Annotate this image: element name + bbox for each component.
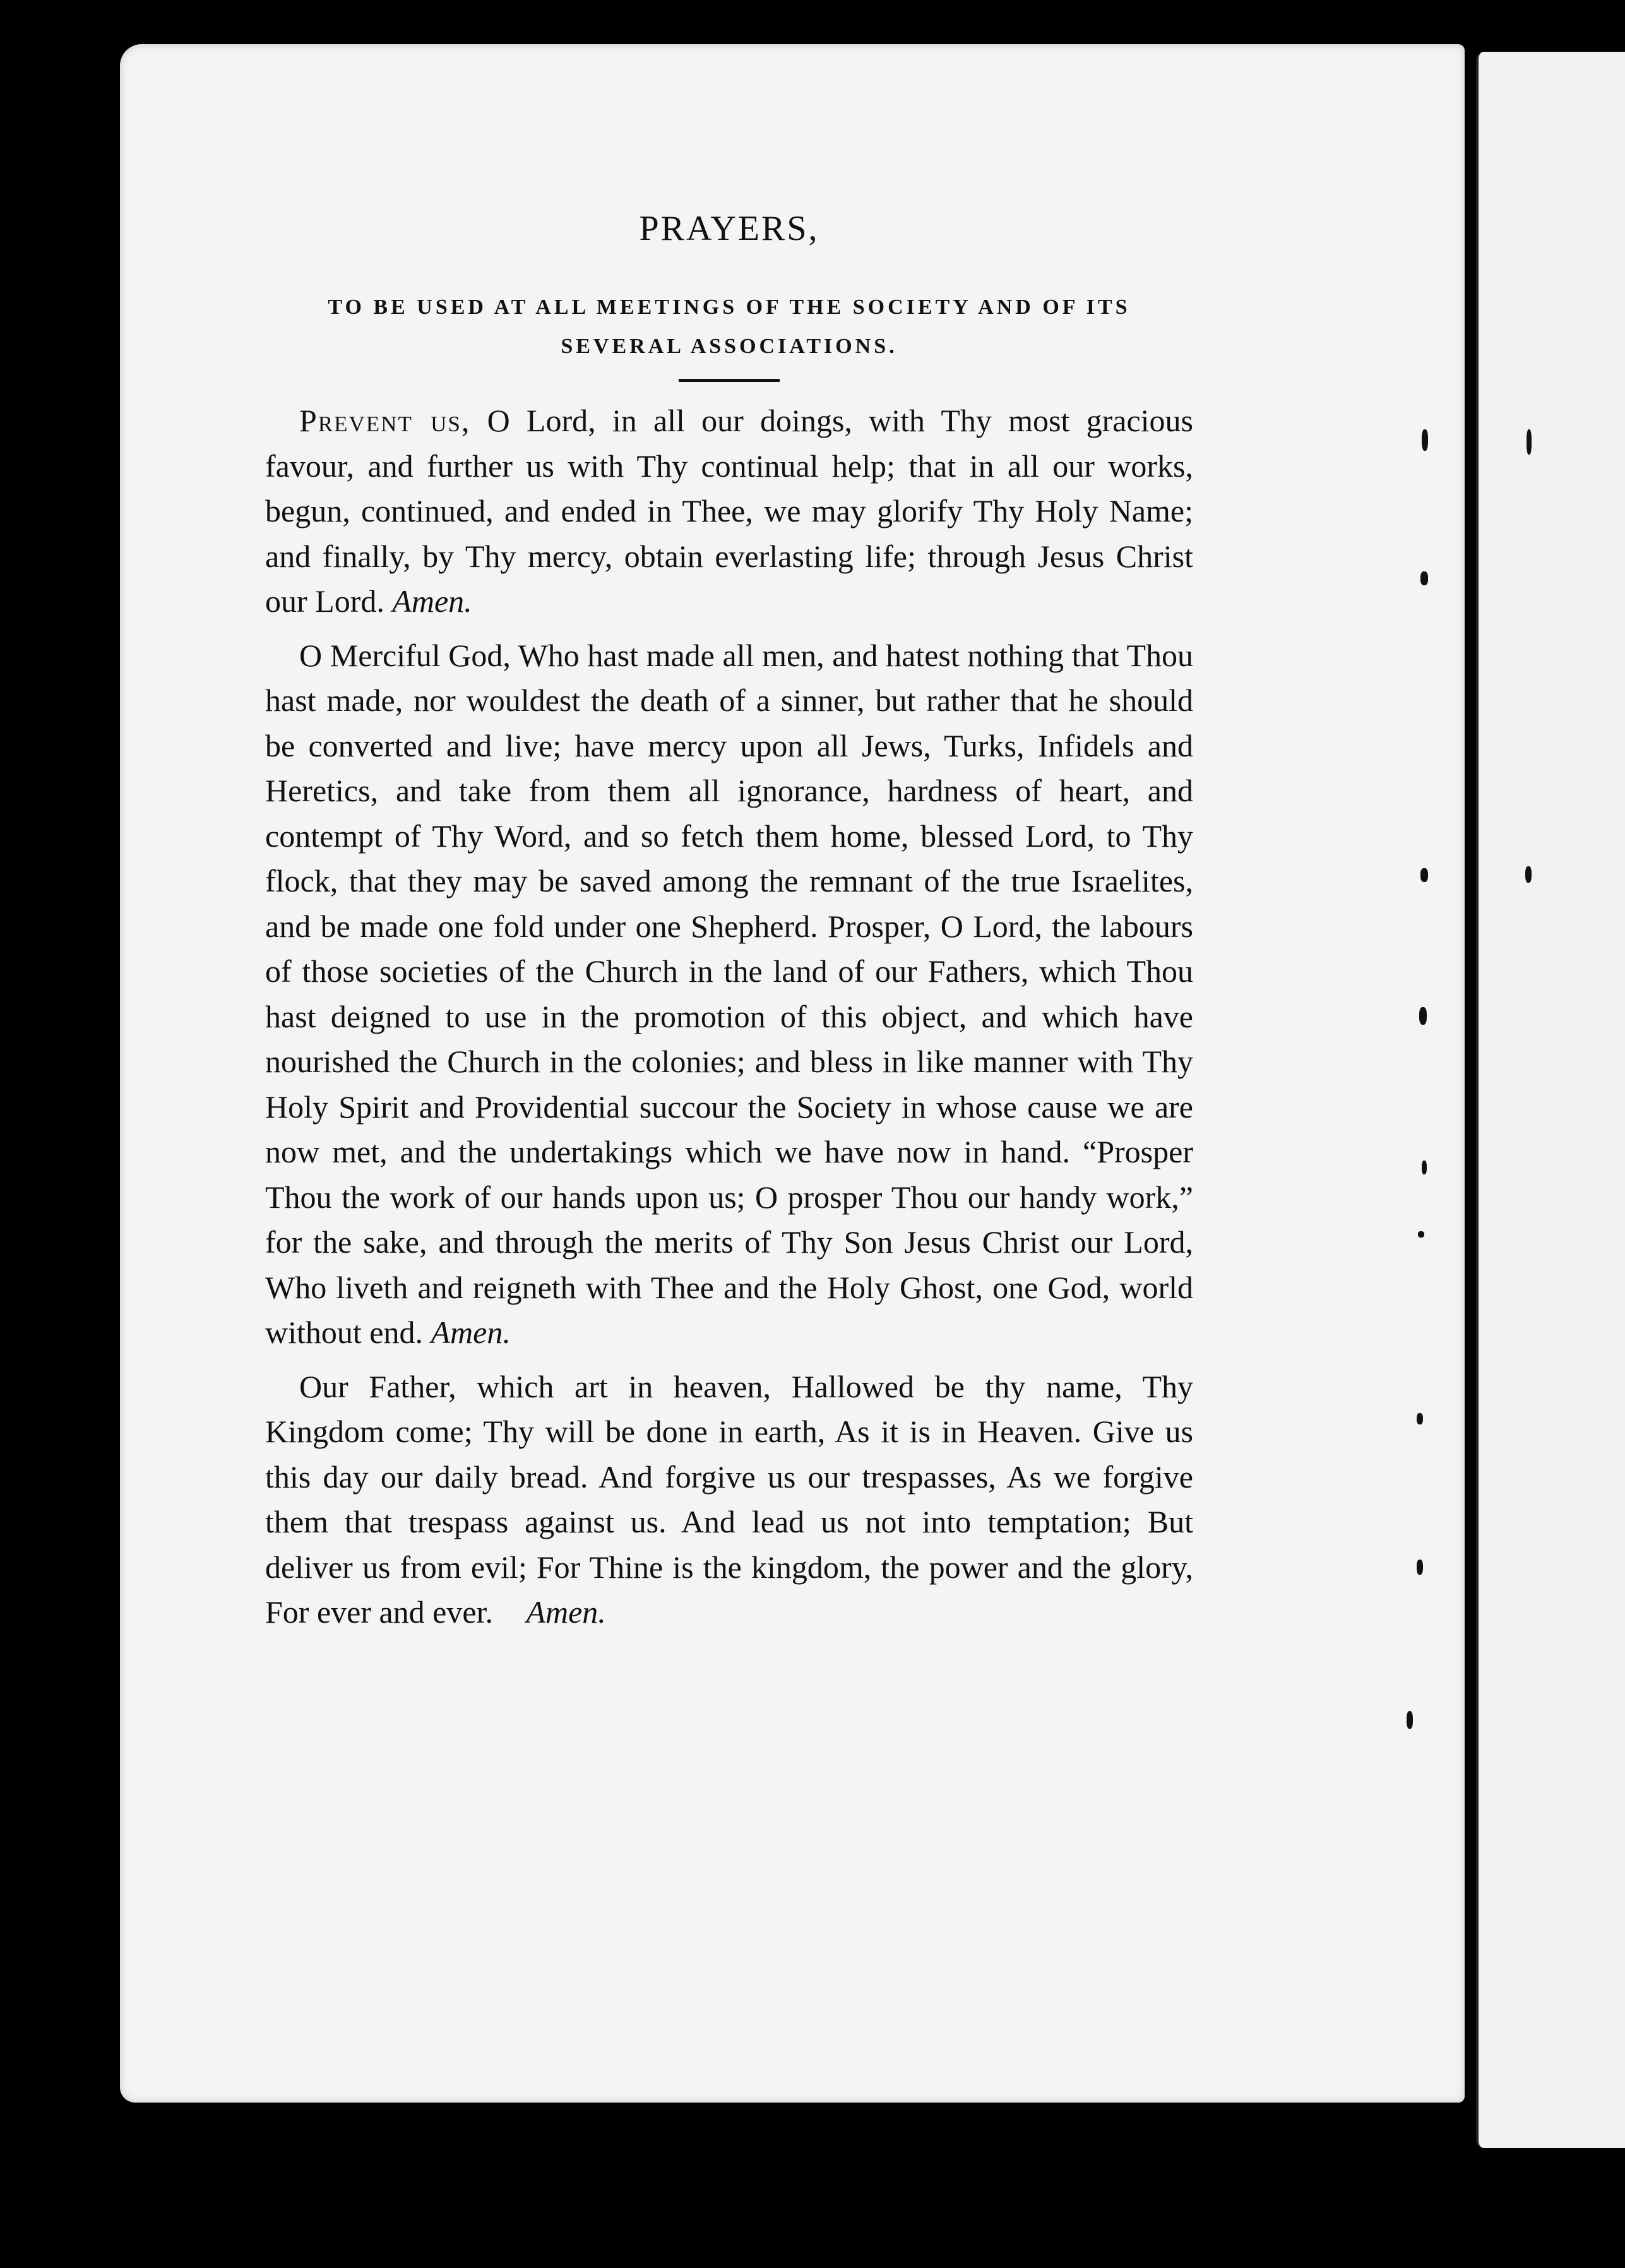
prayer-2-amen: Amen. [431, 1315, 511, 1350]
prayer-3 [265, 1364, 1193, 1635]
page-title: PRAYERS, [639, 209, 819, 248]
margin-speck [1422, 429, 1428, 451]
prayer-1 [265, 398, 1193, 624]
prayer-1-text: O Lord, in all our doings, with Thy most gracious favour, and further us with Thy continual help; that in all our works, begun, continued, and ended in Thee, we may glorify Thy Holy Name; and finally, by Thy mercy, obtain everlasting life; through Jesus Christ our Lord. [265, 403, 1193, 619]
facing-page-edge [1476, 52, 1625, 2148]
margin-speck [1525, 866, 1532, 883]
prayer-1-amen: Amen. [392, 583, 472, 619]
prayer-2-text: O Merciful God, Who hast made all men, and hatest nothing that Thou hast made, nor wouldest the death of a sinner, but rather that he should be converted and live; have mercy upon all Jews, Turks, Infidels and Heretics, and take from them all ignorance, hardness of heart, and contempt of Thy Word, and so fetch them home, blessed Lord, to Thy flock, that they may be saved among the remnant of the true Israelites, and be made one fold under one Shepherd. Prosper, O Lord, the labours of those societies of the Church in the land of our Fathers, which Thou hast deigned to use in the promotion of this object, and which have nourished the Church in the colonies; and bless in like manner with Thy Holy Spirit and Providential succour the Society in whose cause we are now met, and the undertakings which we have now in hand. “Prosper Thou the work of our hands upon us; O prosper Thou our handy work,” for the sake, and through the merits of Thy Son Jesus Christ our Lord, Who liveth and reigneth with Thee and the Holy Ghost, one God, world without end. [265, 637, 1193, 1350]
subtitle-line-1: TO BE USED AT ALL MEETINGS OF THE SOCIETY AND OF ITS [328, 295, 1131, 319]
margin-speck [1419, 1007, 1427, 1025]
prayer-3-amen: Amen. [526, 1594, 606, 1630]
margin-speck [1422, 1161, 1427, 1174]
prayer-1-lead: Prevent us, [299, 403, 471, 438]
margin-speck [1420, 868, 1428, 882]
margin-speck [1420, 571, 1428, 585]
subtitle-line-2: SEVERAL ASSOCIATIONS. [561, 335, 898, 358]
prayer-3-text: Our Father, which art in heaven, Hallowed be thy name, Thy Kingdom come; Thy will be done in earth, As it is in Heaven. Give us this day our daily bread. And forgive us our trespasses, As we forgive them that trespass against us. And lead us not into temptation; But deliver us from evil; For Thine is the kingdom, the power and the glory, For ever and ever. [265, 1368, 1193, 1630]
document-body [265, 208, 1193, 1644]
title-rule [679, 379, 780, 382]
prayer-2 [265, 633, 1193, 1356]
margin-speck [1418, 1231, 1424, 1238]
margin-speck [1407, 1711, 1413, 1729]
margin-speck [1417, 1560, 1423, 1575]
margin-speck [1527, 429, 1532, 455]
margin-speck [1417, 1413, 1423, 1424]
